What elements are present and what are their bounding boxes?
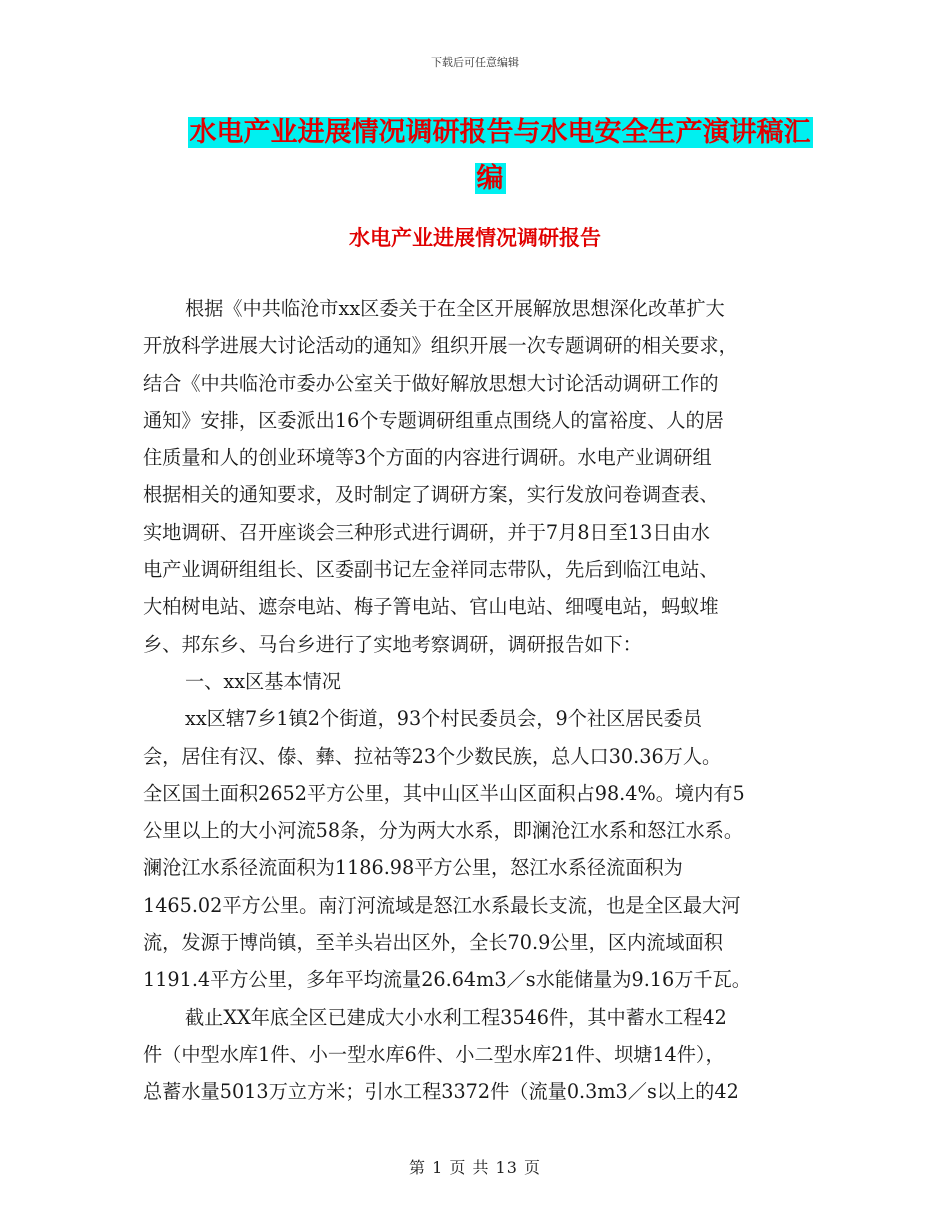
text-line: 公里以上的大小河流58条，分为两大水系，即澜沧江水系和怒江水系。 xyxy=(143,819,744,843)
paragraph-basic-info xyxy=(143,700,811,998)
text-line: 截止XX年底全区已建成大小水利工程3546件，其中蓄水工程42 xyxy=(185,1005,727,1029)
text-line: 实地调研、召开座谈会三种形式进行调研，并于7月8日至13日由水 xyxy=(143,520,710,544)
text-line: 开放科学进展大讨论活动的通知》组织开展一次专题调研的相关要求， xyxy=(143,334,738,358)
text-line: 全区国土面积2652平方公里，其中山区半山区面积占98.4%。境内有5 xyxy=(143,781,745,805)
paragraph-water-projects xyxy=(143,999,811,1111)
report-subtitle: 水电产业进展情况调研报告 xyxy=(349,225,601,250)
text-line: 澜沧江水系径流面积为1186.98平方公里，怒江水系径流面积为 xyxy=(143,856,683,880)
text-line: 流，发源于博尚镇，至羊头岩出区外，全长70.9公里，区内流域面积 xyxy=(143,931,723,955)
title-line-1: 水电产业进展情况调研报告与水电安全生产演讲稿汇 xyxy=(189,117,811,148)
text-line: 1191.4平方公里，多年平均流量26.64m3／s水能储量为9.16万千瓦。 xyxy=(143,968,751,992)
paragraph-intro xyxy=(143,290,811,663)
text-line: xx区辖7乡1镇2个街道，93个村民委员会，9个社区居民委员 xyxy=(185,707,703,731)
title-line-2: 编 xyxy=(476,163,504,194)
text-line: 件（中型水库1件、小一型水库6件、小二型水库21件、坝塘14件）， xyxy=(143,1042,725,1066)
text-line: 根据《中共临沧市xx区委关于在全区开展解放思想深化改革扩大 xyxy=(185,297,725,320)
text-line: 会，居住有汉、傣、彝、拉祜等23个少数民族，总人口30.36万人。 xyxy=(143,744,722,768)
section-heading: 一、xx区基本情况 xyxy=(185,669,341,693)
document-title xyxy=(140,110,840,202)
document-body xyxy=(143,290,811,1111)
text-line: 1465.02平方公里。南汀河流域是怒江水系最长支流，也是全区最大河 xyxy=(143,893,741,917)
text-line: 乡、邦东乡、马台乡进行了实地考察调研，调研报告如下： xyxy=(143,632,642,656)
page-footer: 第 1 页 共 13 页 xyxy=(409,1158,541,1177)
text-line: 住质量和人的创业环境等3个方面的内容进行调研。水电产业调研组 xyxy=(143,446,712,470)
text-line: 总蓄水量5013万立方米；引水工程3372件（流量0.3m3／s以上的42 xyxy=(143,1080,739,1104)
text-line: 根据相关的通知要求，及时制定了调研方案，实行发放问卷调查表、 xyxy=(143,483,719,507)
header-note: 下载后可任意编辑 xyxy=(431,56,519,69)
text-line: 大柏树电站、遮奈电站、梅子箐电站、官山电站、细嘎电站，蚂蚁堆 xyxy=(143,595,719,619)
text-line: 电产业调研组组长、区委副书记左金祥同志带队，先后到临江电站、 xyxy=(143,558,719,582)
text-line: 结合《中共临沧市委办公室关于做好解放思想大讨论活动调研工作的 xyxy=(143,371,719,395)
text-line: 通知》安排，区委派出16个专题调研组重点围绕人的富裕度、人的居 xyxy=(143,408,724,432)
